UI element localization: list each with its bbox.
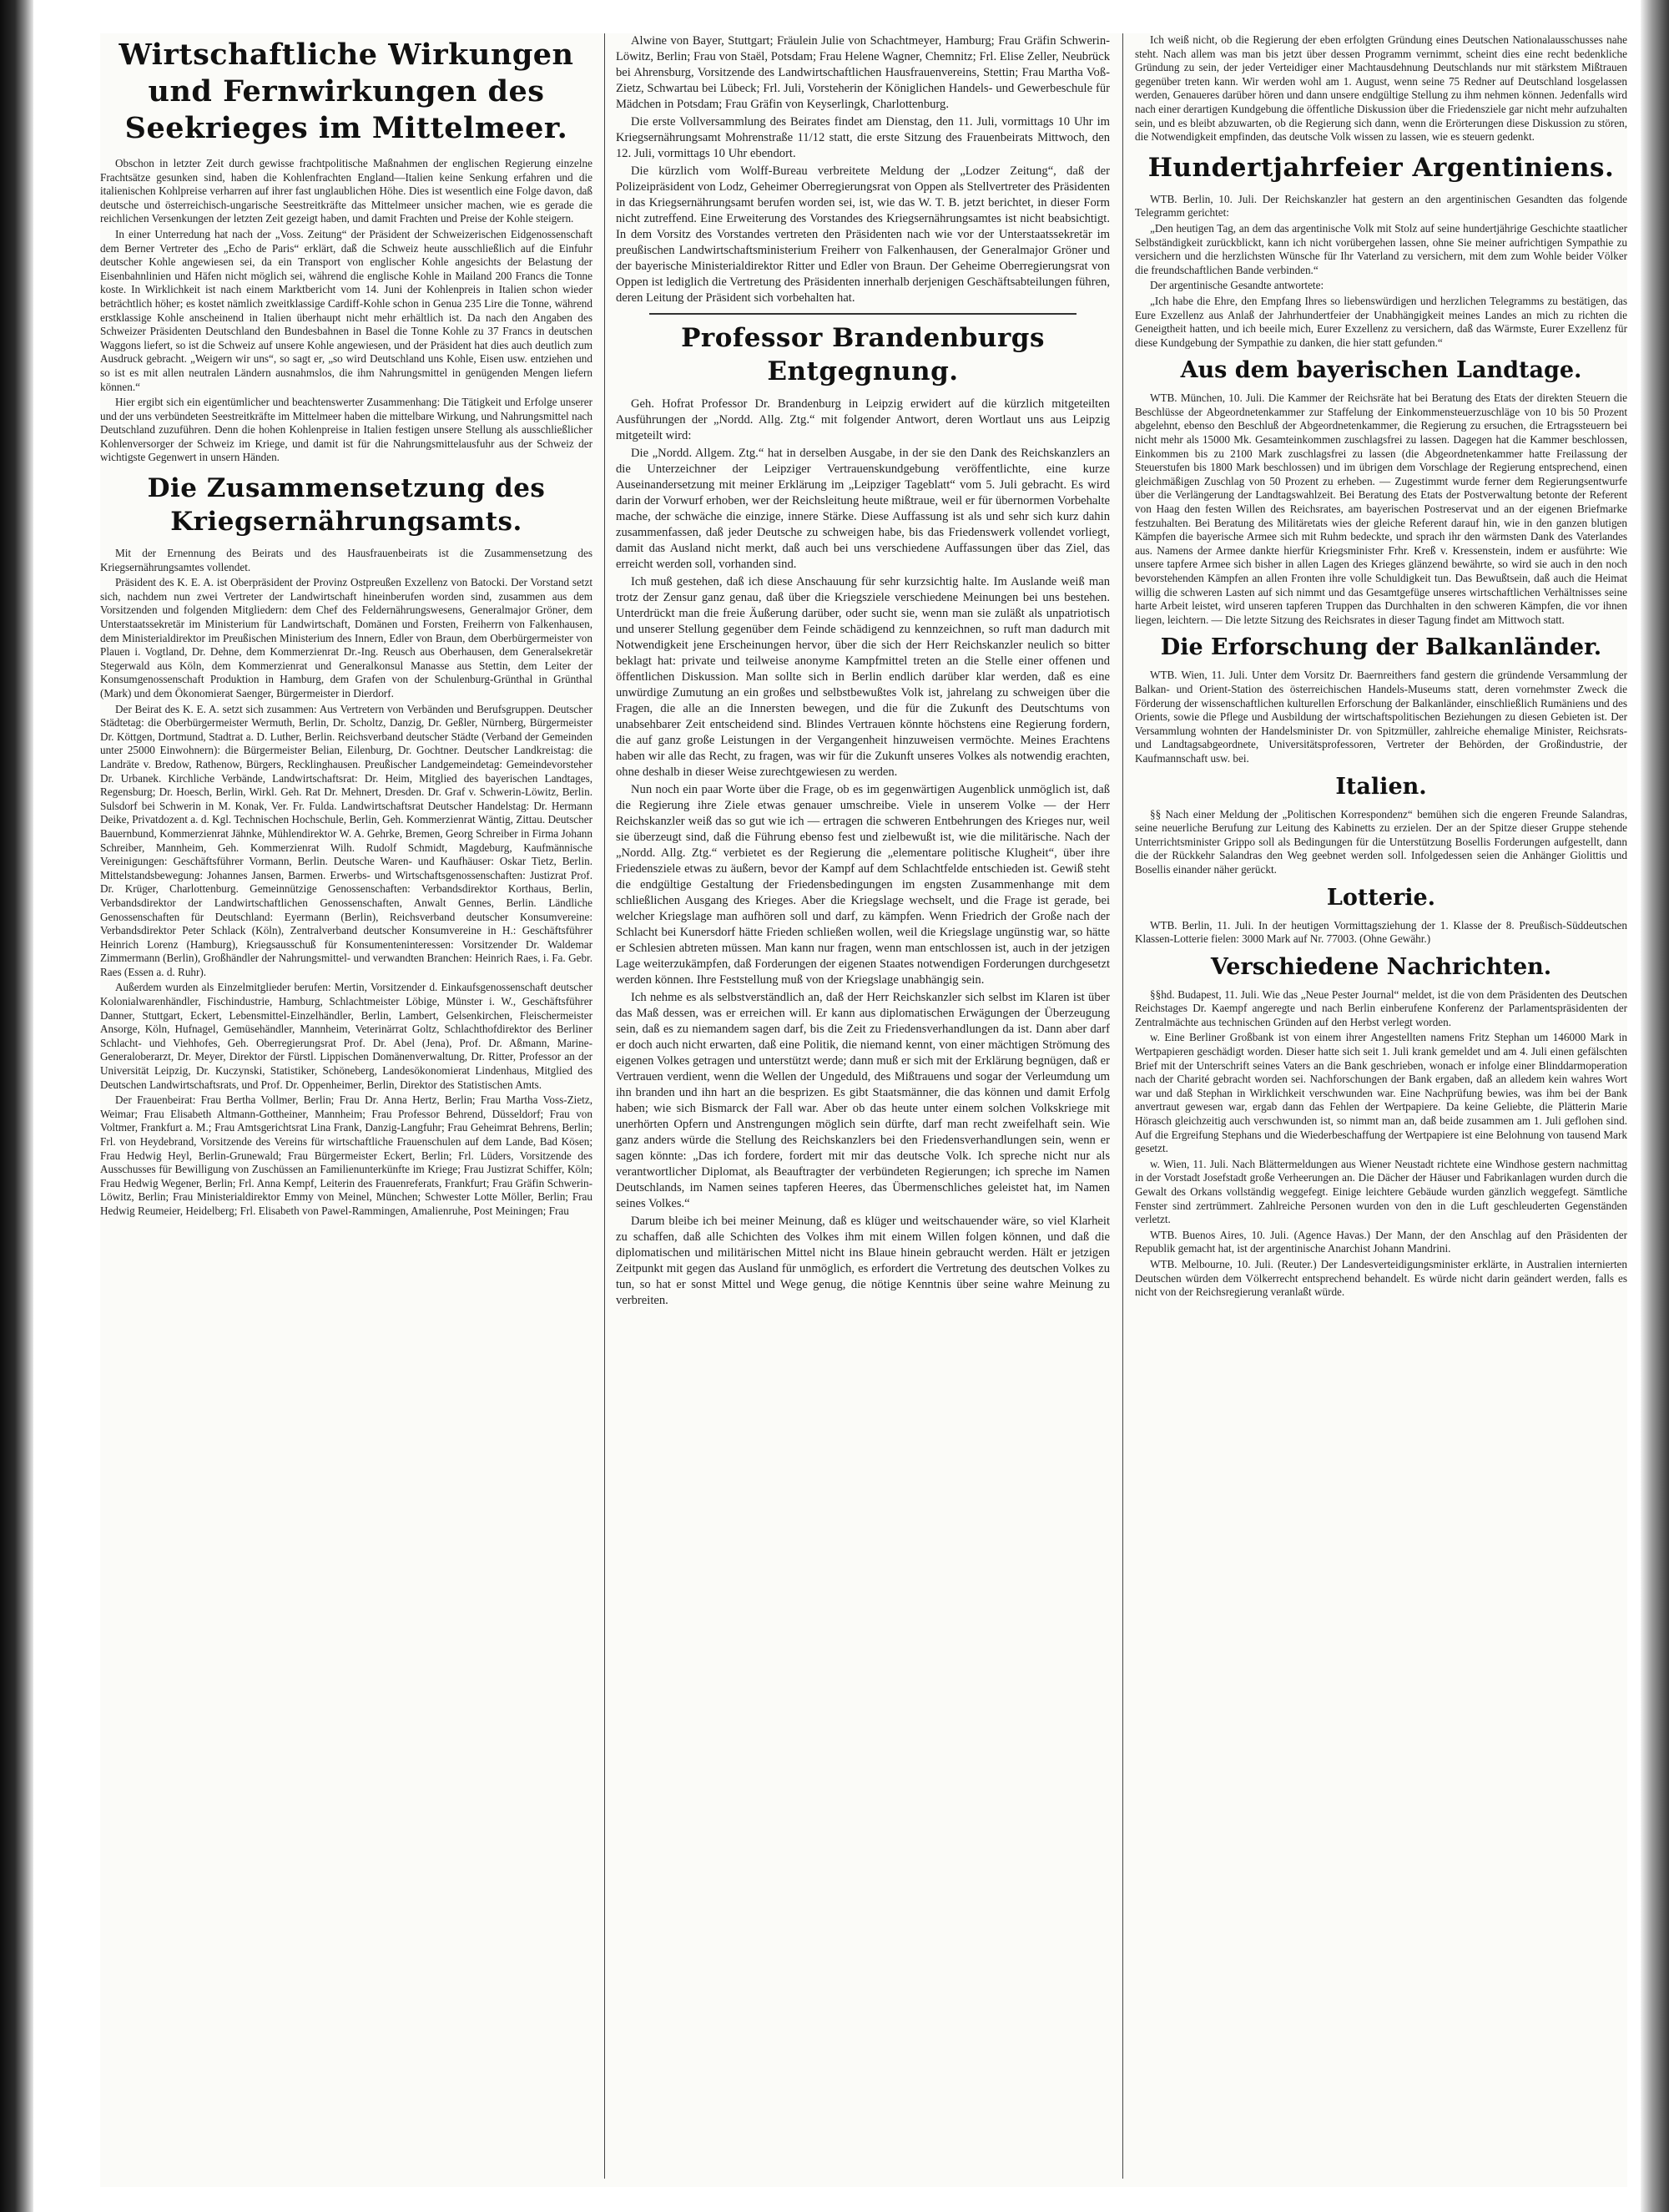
headline-balkanlaender: Die Erforschung der Balkanländer. xyxy=(1160,634,1602,661)
article-paragraph: WTB. Berlin, 10. Juli. Der Reichskanzler hat gestern an den argentinischen Gesandten das folgende Telegramm gerichtet: xyxy=(1135,192,1627,220)
headline-lotterie: Lotterie. xyxy=(1326,884,1436,911)
article-paragraph: §§hd. Budapest, 11. Juli. Wie das „Neue Pester Journal“ meldet, ist die von dem Präsidenten des Deutschen Reichstages Dr. Kaempf angeregte und nach Berlin einberufene Konferenz der Parlamentspräsidenten der Zentralmächte aus technischen Gründen auf den Herbst verlegt worden. xyxy=(1135,987,1627,1028)
article-paragraph: Ich muß gestehen, daß ich diese Anschauung für sehr kurzsichtig halte. Im Auslande weiß man trotz der Zensur ganz genau, daß über die Kriegsziele verschiedene Meinungen bei uns bestehen. Unterdrückt man die freie Äußerung darüber, oder sucht sie, wenn man sie zuläßt als unpatriotisch und unserer Stellung gegenüber dem Feinde schädigend zu kennzeichnen, so ruft man dadurch mit Notwendigkeit jene Erscheinungen hervor, über die sich der Herr Reichskanzler neulich so bitter beklagt hat: private und teilweise anonyme Kampfmittel treten an die Stelle einer offenen und öffentlichen Diskussion. Man sollte sich in Berlin endlich darüber klar werden, daß es eine unwürdige Zumutung an ein großes und selbstbewußtes Volk ist, jahrelang zu schweigen über die Fragen, die alle an die Innersten bewegen, und die für die Zukunft des Deutschtums von unabsehbarer Zeit entscheidend sind. Blindes Vertrauen könnte höchstens eine Regierung fordern, die auf ganz große Leistungen in der Vergangenheit hinzuweisen vermöchte. Meines Erachtens haben wir alle das Recht, zu fragen, was wir für die Zukunft unseres Volkes als notwendig erachten, ohne deshalb in dieser Weise zurechtgewiesen zu werden. xyxy=(616,575,1110,779)
article-paragraph: Die kürzlich vom Wolff-Bureau verbreitete Meldung der „Lodzer Zeitung“, daß der Polizeipräsident von Lodz, Geheimer Oberregierungsrat von Oppen als Stellvertreter des Präsidenten in das Kriegsernährungsamt berufen worden sei, ist, wie das W. T. B. jetzt berichtet, in dieser Form nicht zutreffend. Eine Erweiterung des Vorstandes des Kriegsernährungsamtes ist nicht beabsichtigt. In dem Vorsitz des Vorstandes vertreten den Präsidenten nach wie vor der Unterstaatssekretär im preußischen Landwirtschaftsministerium Freiherr von Falkenhausen, der Generalmajor Gröner und der bayerische Ministerialdirektor Ritter und Edler von Braun. Der Geheime Oberregierungsrat von Oppen ist lediglich die Vertretung des Präsidenten innerhalb derjenigen Geschäftsabteilungen führen, deren Leitung der Präsident sich vorbehalten hat. xyxy=(616,164,1110,305)
article-paragraph: §§ Nach einer Meldung der „Politischen Korrespondenz“ bemühen sich die engeren Freunde Salandras, seine neuerliche Berufung zur Leitung des Kabinetts zu erzielen. Der an der Spitze dieser Gruppe stehende Unterrichtsminister Grippo soll als Bedingungen für die Unterstützung Bosellis Forderungen aufgestellt, dann die der Rückkehr Salandras den Weg geebnet werden soll. Infolgedessen seien die Anhänger Giolittis und Bosellis einander näher gerückt. xyxy=(1135,807,1627,876)
article-paragraph: Alwine von Bayer, Stuttgart; Fräulein Julie von Schachtmeyer, Hamburg; Frau Gräfin Schwerin-Löwitz, Berlin; Frau von Staël, Potsdam; Frau Helene Wagner, Chemnitz; Frl. Elise Zeller, Neubrück bei Ahrensburg, Vorsitzende des Landwirtschaftlichen Hausfrauenvereins, Stettin; Frau Martha Voß-Zietz, Schwartau bei Lübeck; Frl. Juli, Vorsteherin der Königlichen Handels- und Gewerbeschule für Mädchen in Potsdam; Frau Gräfin von Keyserlingk, Charlottenburg. xyxy=(616,34,1110,111)
article-paragraph: Ich nehme es als selbstverständlich an, daß der Herr Reichskanzler sich selbst im Klaren ist über das Maß dessen, was er erreichen will. Er kann aus diplomatischen Erwägungen der Überzeugung sein, daß es zu niemandem sagen darf, bis die Zeit zu Friedensverhandlungen da ist. Dann aber darf er doch auch nicht erwarten, daß eine Politik, die niemand kennt, von einer mächtigen Strömung des eigenen Volkes getragen und unterstützt werde; dann muß er sich mit der Erklärung begnügen, daß er Vertrauen verdient, wenn die Wellen der Ungeduld, des Mißtrauens und sogar der Verleumdung um ihn branden und ihn hart an die besprizen. Es gibt Staatsmänner, die das können und damit Erfolg haben; wie sich Bismarck der Fall war. Aber ob das heute unter einem solchen Volkskriege mit unerhörten Opfern und Anstrengungen möglich sein dürfte, darf man recht zweifelhaft sein. Wie ganz anders würde die Stellung des Reichskanzlers bei den Friedensverhandlungen sein, wenn er sagen könnte: „Das ich fordere, fordert mit mir das deutsche Volk. Ich spreche nicht nur als verantwortlicher Diplomat, als Beauftragter der verbündeten Regierungen; ich spreche im Namen Deutschlands, im Namen seines tapferen Heeres, das Übermenschliches geleistet hat, im Namen seines Volkes.“ xyxy=(616,991,1110,1210)
article-paragraph: w. Eine Berliner Großbank ist von einem ihrer Angestellten namens Fritz Stephan um 146000 Mark in Wertpapieren geschädigt worden. Dieser hatte sich seit 1. Juli krank gemeldet und am 4. Juli einen gefälschten Brief mit der Unterschrift seines Vaters an die Bank geschrieben, wonach er infolge einer Blinddarmoperation nach der Charité gebracht worden sei. Nachforschungen der Bank ergaben, daß an alledem kein wahres Wort war und daß Stephan in Wirklichkeit verschwunden war. Eine Nachprüfung bewies, was ihm bei der Bank anvertraut gewesen war, ergab dann das Fehlen der Wertpapiere. Da keine Geliebte, die Plätterin Marie Hörasch gleichzeitig auch verschwunden ist, so nimmt man an, daß beide zusammen am 1. Juli geflohen sind. Auf die Ergreifung Stephans und die Wiederbeschaffung der Wertpapiere ist eine Belohnung von tausend Mark gesetzt. xyxy=(1135,1031,1627,1155)
column-left xyxy=(100,33,592,2179)
article-paragraph: In einer Unterredung hat nach der „Voss. Zeitung“ der Präsident der Schweizerischen Eidgenossenschaft dem Berner Vertreter des „Echo de Paris“ erklärt, daß die Schweiz heute ausschließlich auf die Einfuhr deutscher Kohle angewiesen sei, da ein Transport von englischer Kohle angesichts der Belastung der Eisenbahnlinien und Häfen nicht möglich sei, während die englische Kohle in Mailand 200 Francs die Tonne koste. In Wirklichkeit ist nach einem Marktbericht vom 14. Juni der Kohlenpreis in Italien schon wieder beträchtlich höher; es kostet nämlich zweitklassige Cardiff-Kohle schon in Genua 235 Lire die Tonne, während erstklassige Kohle anscheinend in Italien überhaupt nicht mehr erhältlich ist. Da nach den Angaben des Schweizer Präsidenten Deutschland den Bundesbahnen in Basel die Tonne Kohle zu 37 Francs in deutschen Waggons liefert, so ist die Schweiz auf unsere Kohle angewiesen, und der Präsident hat dies auch deutlich zum Ausdruck gebracht. „Weigern wir uns“, so sagt er, „so wird Deutschland uns Kohle, Eisen usw. entziehen und so ist es mit allen neutralen Ländern ausnahmslos, die ihm Nahrungsmittel in genügenden Mengen liefern können.“ xyxy=(100,227,592,393)
article-paragraph: Der argentinische Gesandte antwortete: xyxy=(1150,279,1324,292)
article-paragraph: Obschon in letzter Zeit durch gewisse frachtpolitische Maßnahmen der englischen Regierung einzelne Frachtsätze gesunken sind, haben die Kohlenfrachten England—Italien keine Senkung erfahren und die italienischen Kohlpreise verharren auf ihrer fast unglaublichen Höhe. Dies ist wesentlich eine Folge davon, daß deutsche und österreichisch-ungarische Seestreitkräfte das Mittelmeer unsicher machen, wie es gerade die reichlichen Versenkungen der letzten Zeit gezeigt haben, und damit Frachten und Preise der Kohle steigern. xyxy=(100,157,592,225)
headline-zusammensetzung: Die Zusammensetzung des Kriegsernährungsamts. xyxy=(147,473,546,538)
article-paragraph: WTB. München, 10. Juli. Die Kammer der Reichsräte hat bei Beratung des Etats der direkten Steuern die Beschlüsse der Abgeordnetenkammer zur Staffelung der Einkommensteuerzuschläge von 10 bis 50 Prozent abgelehnt, ebenso den Beschluß der Abgeordnetenkammer, die Regierung zu ersuchen, die Ertragssteuern bei nicht mehr als 15000 Mk. Gesamteinkommen zuschlagsfrei zu lassen. Dagegen hat die Kammer beschlossen, Einkommen bis zu 2100 Mark zuschlagsfrei zu lassen (die Abgeordnetenkammer hatte Freilassung der Steuerstufen bis 1800 Mark beschlossen) und im übrigen dem Vorschlage der Regierung entsprechend, einen gleichmäßigen Zuschlag von 50 Prozent zu erheben. — Zugestimmt wurde ferner dem Regierungsentwurfe über die Verlängerung der Landtagswahlzeit. Bei Beratung des Etats der Postverwaltung betonte der Referent von Haag den festen Willen des Reichsrates, am bayerischen Postreservat und an der eigenen Briefmarke festzuhalten. Bei Beratung des Militäretats wies der gleiche Referent darauf hin, wie in den ganzen blutigen Kämpfen die bayerische Armee sich mit Ruhm bedeckte, und sprach ihr den wärmsten Dank des Vaterlandes aus. Namens der Armee dankte hierfür Kriegsminister Frhr. Kreß v. Kressenstein, indem er ausführte: Wie unsere tapfere Armee sich bisher in allen Lagen des Krieges glänzend bewährte, so wird sie auch in den noch bevorstehenden Kämpfen an allen Fronten ihre volle Schuldigkeit tun. Das Bewußtsein, daß auch die Heimat willig die schweren Lasten auf sich nimmt und das Gesamtgefüge unseres wirtschaftlichen Verhältnisses seine harte Arbeit leistet, wird unseren tapferen Truppen das Durchhalten in den schweren Kämpfen, die vor ihnen liegen, leichtern. — Die letzte Sitzung des Reichsrates in dieser Tagung findet am Mittwoch statt. xyxy=(1135,391,1627,626)
article-paragraph: WTB. Berlin, 11. Juli. In der heutigen Vormittagsziehung der 1. Klasse der 8. Preußisch-Süddeutschen Klassen-Lotterie fielen: 3000 Mark auf Nr. 77003. (Ohne Gewähr.) xyxy=(1135,918,1627,946)
headline-verschiedene-nachrichten: Verschiedene Nachrichten. xyxy=(1210,953,1552,980)
article-paragraph: WTB. Wien, 11. Juli. Unter dem Vorsitz Dr. Baernreithers fand gestern die gründende Versammlung der Balkan- und Orient-Station des österreichischen Handels-Museums statt, deren vornehmster Zweck die Förderung der wissenschaftlichen kulturellen Erforschung der Balkanländer, einschließlich Rumäniens und des Orients, sowie die Pflege und Ausbildung der wirtschaftspolitischen Beziehungen zu diesen Gebieten ist. Der Versammlung wohnten der Handelsminister Dr. von Spitzmüller, zahlreiche ehemalige Minister, Reichsrats- und Landtagsabgeordnete, Universitätsprofessoren, Vertreter der Behörden, der Großindustrie, der Kaufmannschaft usw. bei. xyxy=(1135,669,1627,765)
page-edge-shadow xyxy=(1641,0,1669,2212)
article-paragraph: Ich weiß nicht, ob die Regierung der eben erfolgten Gründung eines Deutschen Nationalausschusses nahe steht. Nach allem was man bis jetzt über dessen Programm vernimmt, scheint dies eine recht bedenkliche Gründung zu sein, der jeder Verteidiger einer Machtausdehnung Deutschlands nur mit stärkstem Mißtrauen gegenüber treten kann. Wir werden wohl am 1. August, wenn seine 75 Redner auf Deutschland losgelassen werden, Genaueres darüber hören und dann unsere endgültige Stellung zu ihm nehmen können. Jedenfalls wird nach einer derartigen Kundgebung die öffentliche Diskussion über die Friedensziele gar nicht mehr aufzuhalten sein, und es bleibt abzuwarten, ob die Regierung sich dann, wenn die Erörterungen diese Diskussion zu stören, die Notwendigkeit empfinden, das deutsche Volk wissen zu lassen, wie es steuern gedenkt. xyxy=(1135,33,1627,144)
article-paragraph: Der Beirat des K. E. A. setzt sich zusammen: Aus Vertretern von Verbänden und Berufsgruppen. Deutscher Städtetag: die Oberbürgermeister Wermuth, Berlin, Dr. Scholtz, Danzig, Dr. Geßler, Nürnberg, Bürgermeister Dr. Köttgen, Dortmund, Stadtrat a. D. Luther, Berlin. Reichsverband deutscher Städte (Verband der Gemeinden unter 25000 Einwohnern): die Bürgermeister Belian, Eilenburg, Dr. Gochtner. Deutscher Landkreistag: die Landräte v. Bredow, Rathenow, Bürgers, Recklinghausen. Preußischer Landgemeindetag: Gemeindevorsteher Dr. Urbanek. Kirchliche Verbände, Landwirtschaftsrat: Dr. Heim, Mitglied des bayerischen Landtages, Regensburg; Dr. Hoesch, Berlin, Wirkl. Geh. Rat Dr. Mehnert, Dresden. Dr. Graf v. Schwerin-Löwitz, Berlin. Sulsdorf bei Schwerin in M. Konak, Ver. Fr. Fulda. Landwirtschaftsrat Deutscher Handelstag: Dr. Hermann Deike, Privatdozent a. d. Kgl. Technischen Hochschule, Berlin, Geh. Kommerzienrat Wäntig, Zittau. Deutscher Bauernbund, Kommerzienrat Jähnke, Mühlendirektor W. A. Gehrke, Bremen, Georg Schreiber in Firma Johann Schreiber, Mannheim, Geh. Kommerzienrat Wilh. Rudolf Schmidt, Magdeburg, Kaufmännische Vereinigungen: Geschäftsführer Vormann, Berlin. Deutsche Waren- und Kaufhäuser: Oskar Tietz, Berlin. Mittelstandsbewegung: Johannes Jansen, Barmen. Erwerbs- und Wirtschaftsgenossenschaften: Justizrat Prof. Dr. Krüger, Charlottenburg. Gemeinnützige Genossenschaften: Verbandsdirektor Korthaus, Berlin, Verbandsdirektor der Landwirtschaftlichen Genossenschaften, Anwalt Gennes, Berlin. Ländliche Genossenschaften für Deutschland: Eyermann (Berlin), Reichsverband deutscher Konsumvereine: Verbandsdirektor Peter Schlack (Köln), Zentralverband deutscher Konsumvereine in H.: Geschäftsführer Heinrich Lorenz (Hamburg), Kriegsausschuß für Konsumenteninteressen: Vorsitzender Dr. Waldemar Zimmermann (Berlin), Großhändler der Nahrungsmittel- und verwandten Branchen: Heinrich Raes, i. Fa. Gebr. Raes (Essen a. d. Ruhr). xyxy=(100,702,592,978)
article-paragraph: WTB. Buenos Aires, 10. Juli. (Agence Havas.) Der Mann, der den Anschlag auf den Präsidenten der Republik gemacht hat, ist der argentinische Anarchist Johann Mandrini. xyxy=(1135,1228,1627,1255)
book-binding-gutter xyxy=(0,0,33,2212)
article-paragraph: WTB. Melbourne, 10. Juli. (Reuter.) Der Landesverteidigungsminister erklärte, in Australien internierten Deutschen würden dem Völkerrecht entsprechend behandelt. Es würde nicht darin geändert werden, falls es nicht von der Reichsregierung veranlaßt würde. xyxy=(1135,1257,1627,1299)
article-paragraph: Der Frauenbeirat: Frau Bertha Vollmer, Berlin; Frau Dr. Anna Hertz, Berlin; Frau Martha Voss-Zietz, Weimar; Frau Elisabeth Altmann-Gottheiner, Mannheim; Frau Professor Behrend, Düsseldorf; Frau von Voltmer, Frankfurt a. M.; Frau Amtsgerichtsrat Lina Frank, Danzig-Langfuhr; Frau Geheimrat Behrens, Berlin; Frl. von Heydebrand, Vorsitzende des Vereins für wirtschaftliche Frauenschulen auf dem Lande, Bad Kösen; Frau Hedwig Heyl, Berlin-Grunewald; Frau Bürgermeister Eckert, Berlin; Frl. Lüders, Vorsitzende des Ausschusses für Bewilligung von Zuschüssen an Familienunterkünfte im Kriege; Frau Justizrat Schiffer, Köln; Frau Hedwig Wegener, Berlin; Frl. Anna Kempf, Leiterin des Frauenreferats, Frankfurt; Frau Gräfin Schwerin-Löwitz, Berlin; Frau Ministerialdirektor Emmy von Meinel, München; Schwester Lotte Möller, Berlin; Frau Hedwig Reumeier, Heidelberg; Frl. Elisabeth von Pawel-Rammingen, Amalienruhe, Post Meiningen; Frau xyxy=(100,1093,592,1217)
article-paragraph: Außerdem wurden als Einzelmitglieder berufen: Mertin, Vorsitzender d. Einkaufsgenossenschaft deutscher Kolonialwarenhändler, Fischindustrie, Hamburg, Schlachtmeister Löbige, Münster i. W., Geschäftsführer Danner, Stuttgart, Eckert, Lebensmittel-Einzelhändler, Berlin, Lambert, Gelsenkirchen, Fleischermeister Ansorge, Köln, Hufnagel, Gemüsehändler, Mannheim, Veterinärrat Goltz, Schlachthofdirektor des Berliner Schlacht- und Viehhofes, Geh. Oberregierungsrat Prof. Dr. Abel (Jena), Prof. Dr. Aßmann, Marine-Generaloberarzt, Dr. Meyer, Direktor der Fürstl. Lippischen Domänenverwaltung, Dr. Ritter, Professor an der Universität Leipzig, Dr. Kuczynski, Statistiker, Schöneberg, Landesökonomierat Lindenhaus, Mitglied des Deutschen Landwirtschaftsrats, und Prof. Dr. Oppenheimer, Berlin, Direktor des Statistischen Amts. xyxy=(100,981,592,1091)
headline-brandenburg: Professor Brandenburgs Entgegnung. xyxy=(681,323,1045,386)
headline-wirtschaftliche-wirkungen: Wirtschaftliche Wirkungen und Fernwirkungen des Seekrieges im Mittelmeer. xyxy=(118,38,574,145)
column-middle xyxy=(616,33,1110,2179)
article-paragraph: Die „Nordd. Allgem. Ztg.“ hat in derselben Ausgabe, in der sie den Dank des Reichskanzlers an die Unterzeichner der Leipziger Vertrauenskundgebung veröffentlichte, eine kurze Auseinandersetzung mit meiner Erklärung im „Leipziger Tageblatt“ vom 5. Juli gebracht. Es wird darin der Vorwurf erhoben, wer der Reichsleitung heute mißtraue, weil er für übernormen Vorbehalte mache, der schwäche die einzige, innere Stärke. Diese Auffassung ist als und sehr sich kurz dahin zusammenfassen, daß jeder Deutsche zu schweigen habe, bis das Friedenswerk vollendet vorliegt, damit das Ausland nicht merkt, daß auch bei uns verschiedene Auffassungen über das Ziel, das erreicht werden soll, vorhanden sind. xyxy=(616,447,1110,571)
article-paragraph: „Ich habe die Ehre, den Empfang Ihres so liebenswürdigen und herzlichen Telegramms zu bestätigen, das Eure Exzellenz aus Anlaß der Jahrhundertfeier der Unabhängigkeit meines Landes an mich zu richten die Geneigtheit hatten, und ich beeile mich, Eurer Exzellenz zu versichern, daß das Wärmste, Eurer Exzellenz für diese Kundgebung der Sympathie zu danken, die hier statt gefunden.“ xyxy=(1135,294,1627,349)
newspaper-page xyxy=(100,33,1627,2187)
headline-bayerischer-landtag: Aus dem bayerischen Landtage. xyxy=(1180,357,1582,384)
article-paragraph: Hier ergibt sich ein eigentümlicher und beachtenswerter Zusammenhang: Die Tätigkeit und Erfolge unserer und der uns verbündeten Seestreitkräfte im Mittelmeer haben die mittelbare Wirkung, und Nahrungsmittel nach Deutschland zuzuführen. Denn die hohen Kohlenpreise in Italien festigen unsere Stellung als ausschließlicher Kohlenversorger der Schweiz im Kriege, und damit ist für die Nahrungsmittelausfuhr aus der Schweiz der wichtigste Gegenwert in unsern Händen. xyxy=(100,396,592,464)
article-paragraph: w. Wien, 11. Juli. Nach Blättermeldungen aus Wiener Neustadt richtete eine Windhose gestern nachmittag in der Vorstadt Josefstadt große Verheerungen an. Die Dächer der Häuser und Fabrikanlagen wurden durch die Gewalt des Orkans vollständig weggefegt. Einige leichtere Gebäude wurden gänzlich weggefegt. Sämtliche Fenster sind zertrümmert. Zahlreiche Personen wurden von den in die Luft geschleuderten Gegenständen verletzt. xyxy=(1135,1157,1627,1226)
article-paragraph: Darum bleibe ich bei meiner Meinung, daß es klüger und weitschauender wäre, so viel Klarheit zu schaffen, daß alle Schichten des Volkes ihm mit einem Willen folgen können, und daß die diplomatischen und militärischen Mittel nicht ins Blaue hinein gebraucht werden. Hält er jetzigen Zeitpunkt mit gegen das Ausland für unmöglich, es erfordert die Vertretung des deutschen Volkes zu tun, so hat er sonst Mittel und Wege genug, die nötige Kenntnis über seine wahre Meinung zu verbreiten. xyxy=(616,1215,1110,1307)
article-paragraph: Geh. Hofrat Professor Dr. Brandenburg in Leipzig erwidert auf die kürzlich mitgeteilten Ausführungen der „Nordd. Allg. Ztg.“ mit folgender Antwort, deren Wortlaut uns aus Leipzig mitgeteilt wird: xyxy=(616,397,1110,442)
article-paragraph: „Den heutigen Tag, an dem das argentinische Volk mit Stolz auf seine hundertjährige Geschichte staatlicher Selbständigkeit zurückblickt, kann ich nicht vorübergehen lassen, ohne Sie meiner aufrichtigen Sympathie zu versichern und die herzlichsten Wünsche für Ihr Vaterland zu versichern, mit dem zum Wohle beider Völker die freundschaftlichen Bande verbinden.“ xyxy=(1135,221,1627,276)
column-rule xyxy=(604,33,605,2179)
column-right xyxy=(1135,33,1627,2179)
headline-italien: Italien. xyxy=(1335,773,1427,800)
article-paragraph: Mit der Ernennung des Beirats und des Hausfrauenbeirats ist die Zusammensetzung des Kriegsernährungsamtes vollendet. xyxy=(100,547,592,573)
section-divider xyxy=(649,313,1077,315)
column-rule xyxy=(1122,33,1123,2179)
article-paragraph: Nun noch ein paar Worte über die Frage, ob es im gegenwärtigen Augenblick unmöglich ist, daß die Regierung ihre Ziele etwas genauer umschreibe. Viele in unserem Volke — der Herr Reichskanzler weiß das so gut wie ich — ertragen die schweren Entbehrungen des Krieges nur, weil sie überzeugt sind, daß die Führung ebenso fest und zielbewußt ist, wie die militärische. Nach der „Nordd. Allg. Ztg.“ verbietet es der Regierung die „elementare politische Klugheit“, über ihre Friedensziele etwas zu äußern, bevor der Kampf auf dem Schlachtfelde entschieden ist. Gewiß steht die endgültige Gestaltung der Friedensbedingungen im engsten Zusammenhange mit dem schließlichen Ausgang des Krieges. Aber die Kriegslage wechselt, und die Frage ist gerade, bei welcher Kriegslage man aufhören soll und darf, zu kämpfen. Wenn Friedrich der Große nach der Schlacht bei Kunersdorf hätte Frieden schließen wollen, weil die Kriegslage ungünstig war, so hätte er Schlesien abtreten müssen. Man kann nur fragen, wenn man entschlossen ist, auch in der jetzigen Lage weiterzukämpfen, daß Forderungen der eigenen Staates notwendigen Forderungen durchgesetzt werden können. Ihre Feststellung muß von der Kriegslage unabhängig sein. xyxy=(616,783,1110,987)
article-paragraph: Präsident des K. E. A. ist Oberpräsident der Provinz Ostpreußen Exzellenz von Batocki. Der Vorstand setzt sich, nachdem nun zwei Vertreter der Landwirtschaft hineinberufen worden sind, zusammen aus dem Vorsitzenden und folgenden Mitgliedern: dem Chef des Feldernährungswesens, Generalmajor Gröner, dem Unterstaatssekretär im Ministerium für Landwirtschaft, Domänen und Forsten, Freiherrn von Falkenhausen, dem Ministerialdirektor im Preußischen Ministerium des Innern, Edler von Braun, dem Oberbürgermeister von Plauen i. Vogtland, Dr. Dehne, dem Kommerzienrat Dr.-Ing. Reusch aus Oberhausen, dem Generalsekretär Stegerwald aus Köln, dem Kommerzienrat und Generalkonsul Manasse aus Stettin, dem Leiter der Konsumgenossenschaft Produktion in Hamburg, dem Grafen von der Schulenburg-Grünthal in Grünthal (Mark) und dem Ökonomierat Saenger, Bürgermeister in Dierdorf. xyxy=(100,576,592,699)
article-paragraph: Die erste Vollversammlung des Beirates findet am Dienstag, den 11. Juli, vormittags 10 Uhr im Kriegsernährungsamt Mohrenstraße 11/12 statt, die erste Sitzung des Frauenbeirats Mittwoch, den 12. Juli, vormittags 10 Uhr ebendort. xyxy=(616,115,1110,160)
headline-argentinien: Hundertjahrfeier Argentiniens. xyxy=(1147,152,1615,183)
